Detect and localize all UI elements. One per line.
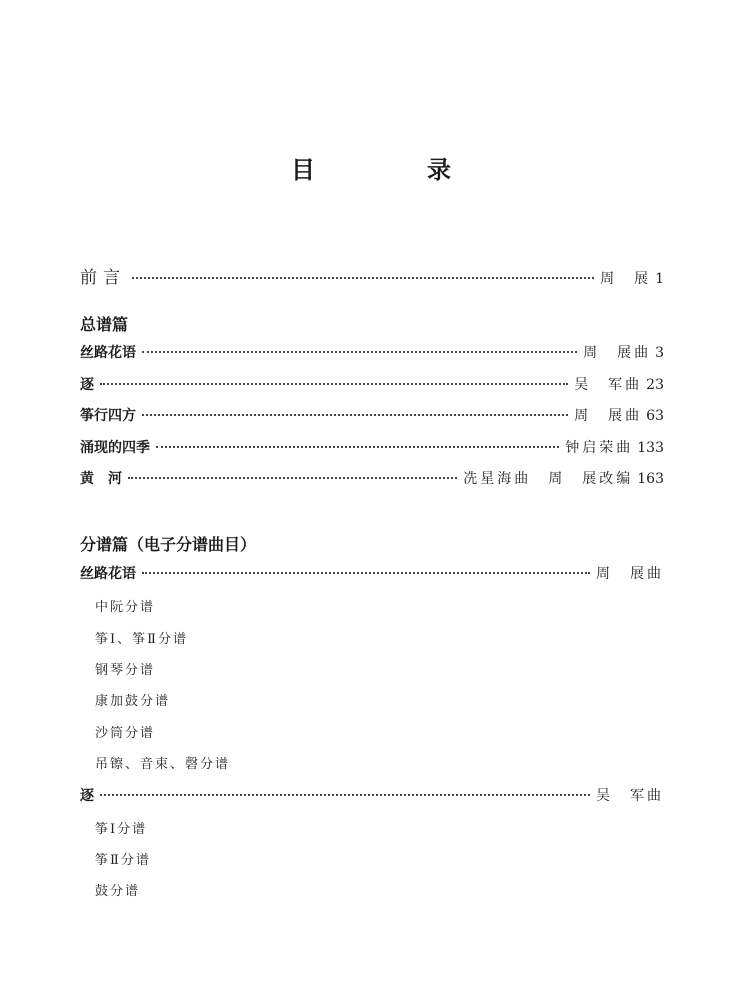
leader-dots [100,382,568,385]
entry-label: 黄 河 [80,471,122,487]
entry-label: 涌现的四季 [80,440,150,456]
leader-dots [128,476,457,479]
toc-entry[interactable] [80,468,664,488]
part-item[interactable]: 鼓分谱 [95,884,141,899]
part-item[interactable]: 钢琴分谱 [95,663,156,678]
leader-dots [142,350,577,353]
toc-entry[interactable] [80,405,664,425]
part-item[interactable]: 筝Ⅰ分谱 [95,822,148,837]
part-item[interactable]: 康加鼓分谱 [95,694,171,709]
leader-dots [100,793,590,796]
entry-credit: 吴 军曲 [596,788,664,804]
entry-credit: 钟启荣曲 133 [565,440,664,456]
page-title: 目 录 [291,156,495,184]
part-item[interactable]: 沙筒分谱 [95,726,156,741]
entry-credit: 周 展曲 63 [574,408,664,424]
section-heading-full-score: 总谱篇 [80,315,129,334]
entry-label: 逐 [80,788,94,804]
part-item[interactable]: 筝Ⅱ分谱 [95,853,151,868]
entry-credit: 周 展 1 [600,271,664,287]
toc-entry[interactable] [80,563,664,583]
toc-entry-preface[interactable] [80,263,664,288]
toc-entry[interactable] [80,374,664,394]
entry-label: 筝行四方 [80,408,136,424]
part-item[interactable]: 筝Ⅰ、筝Ⅱ分谱 [95,632,188,647]
part-item[interactable]: 中阮分谱 [95,600,156,615]
leader-dots [132,276,594,279]
entry-credit: 吴 军曲 23 [574,377,664,393]
leader-dots [142,571,590,574]
toc-entry[interactable] [80,785,664,805]
section-heading-parts: 分谱篇（电子分谱曲目） [80,535,257,554]
entry-label: 丝路花语 [80,566,136,582]
entry-label: 逐 [80,377,94,393]
leader-dots [142,413,568,416]
entry-label: 前言 [80,268,126,288]
part-item[interactable]: 吊镲、音束、磬分谱 [95,757,231,772]
entry-label: 丝路花语 [80,345,136,361]
entry-credit: 冼星海曲 周 展改编 163 [463,471,664,487]
entry-credit: 周 展曲 [596,566,664,582]
toc-entry[interactable] [80,342,664,362]
toc-entry[interactable] [80,437,664,457]
leader-dots [156,445,559,448]
entry-credit: 周 展曲 3 [583,345,664,361]
